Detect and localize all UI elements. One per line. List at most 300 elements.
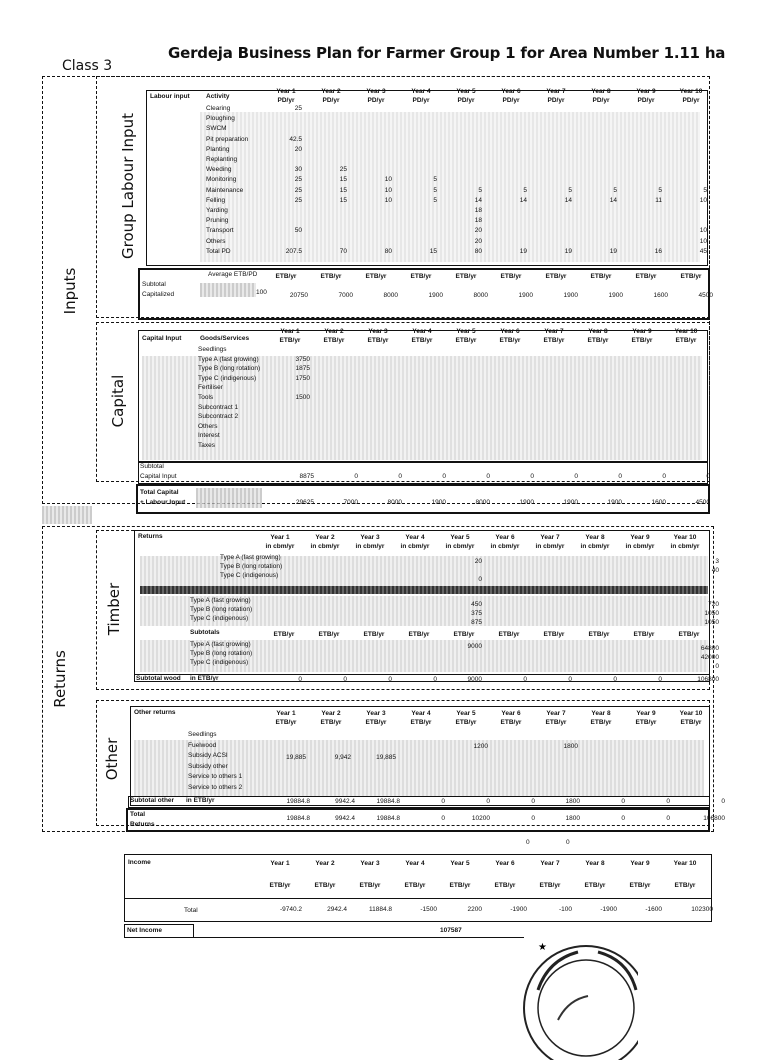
labour-value: 15	[429, 247, 437, 255]
timber-subtotal-value: 0	[658, 676, 662, 683]
capital-year-unit: ETB/yr	[499, 337, 521, 344]
other-year-unit: ETB/yr	[320, 719, 342, 726]
labour-value: 18	[474, 207, 482, 214]
timber-year-header: Year 2	[315, 534, 335, 541]
timber-volume-item: Type A (fast growing)	[220, 554, 281, 561]
income-total-value: 102300	[691, 906, 713, 913]
timber-etb-item: Type C (indigenous)	[190, 659, 249, 666]
timber-etb-y10: 0	[715, 663, 719, 670]
capital-col-goods: Goods/Services	[200, 335, 250, 342]
labour-value: 16	[654, 247, 662, 255]
returns-total-label: Total	[130, 811, 146, 818]
other-year-header: Year 10	[679, 710, 703, 717]
timber-year-header: Year 10	[673, 534, 697, 541]
capital-item: Subcontract 2	[198, 413, 239, 421]
capital-total-value: 1900	[519, 499, 534, 506]
income-total-value: 2200	[467, 906, 482, 913]
capital-item: Subcontract 1	[198, 403, 239, 411]
labour-value: 5	[523, 186, 527, 194]
labour-subtotal-unit: ETB/yr	[410, 273, 432, 280]
income-year-unit: ETB/yr	[359, 882, 381, 889]
capital-subtotal-value: 0	[486, 473, 490, 480]
other-year-unit: ETB/yr	[590, 719, 612, 726]
returns-total-value: 10200	[471, 815, 490, 822]
labour-value: 25	[294, 186, 302, 194]
labour-subtotal-unit: ETB/yr	[590, 273, 612, 280]
capital-year-unit: ETB/yr	[455, 337, 477, 344]
labour-subtotal-unit: ETB/yr	[275, 273, 297, 280]
other-subsidy-value: 19,885	[376, 754, 396, 761]
capital-subtotal-value: 0	[354, 473, 358, 480]
timber-etb-y10: 42000	[700, 654, 719, 661]
labour-activity: Monitoring	[206, 176, 237, 184]
income-year-unit: ETB/yr	[314, 882, 336, 889]
other-subtotal-value: 19884.8	[376, 798, 400, 805]
labour-year-header: Year 5	[456, 88, 476, 95]
labour-value: 5	[433, 186, 437, 194]
labour-value: 10	[384, 186, 392, 194]
under-value-2: 0	[566, 839, 570, 846]
labour-activity: SWCM	[206, 125, 227, 133]
labour-value: 10	[384, 176, 392, 184]
labour-value: 207.5	[285, 247, 302, 255]
labour-subtotal-value: 1900	[563, 292, 578, 299]
timber-year-header: Year 9	[630, 534, 650, 541]
other-item: Subsidy ACSI	[188, 752, 228, 759]
other-year-header: Year 6	[501, 710, 521, 717]
stamp-seal	[508, 930, 638, 1060]
returns-label: Returns	[51, 650, 69, 708]
timber-value-item: Type A (fast growing)	[190, 597, 251, 604]
capital-total-value: 1900	[431, 499, 446, 506]
income-year-unit: ETB/yr	[539, 882, 561, 889]
capital-subtotal-value: 0	[574, 473, 578, 480]
other-subsidy-value: 9,942	[334, 754, 351, 761]
capital-item: Type A (fast growing)	[198, 355, 259, 363]
capital-item: Taxes	[198, 442, 215, 449]
income-total-label: Total	[184, 907, 198, 914]
labour-avg-value: 100	[256, 289, 267, 296]
labour-value: 5	[703, 186, 707, 194]
timber-subtotal-value: 0	[433, 676, 437, 683]
returns-total-value: 106800	[703, 815, 725, 822]
labour-year-header: Year 1	[276, 88, 296, 95]
labour-activity: Planting	[206, 145, 230, 153]
capital-item: Type B (long rotation)	[198, 365, 261, 373]
capital-value: 3750	[295, 355, 310, 363]
capital-year-unit: ETB/yr	[675, 337, 697, 344]
capital-label: Capital	[109, 374, 127, 428]
other-subtotal-value: 0	[531, 798, 535, 805]
income-year-unit: ETB/yr	[494, 882, 516, 889]
labour-value: 5	[568, 186, 572, 194]
other-year-unit: ETB/yr	[635, 719, 657, 726]
labour-subtotal-value: 8000	[473, 292, 488, 299]
labour-year-header: Year 10	[679, 88, 703, 95]
timber-subtotal-line	[134, 674, 710, 675]
other-year-unit: ETB/yr	[365, 719, 387, 726]
other-year-unit: ETB/yr	[500, 719, 522, 726]
capital-subtotal-value: 0	[662, 473, 666, 480]
income-year-unit: ETB/yr	[584, 882, 606, 889]
capital-total-value: 7000	[343, 499, 358, 506]
income-year-unit: ETB/yr	[629, 882, 651, 889]
other-year-header: Year 3	[366, 710, 386, 717]
labour-activity: Total PD	[206, 247, 231, 255]
returns-total-value: 0	[531, 815, 535, 822]
labour-value: 18	[474, 217, 482, 225]
timber-subtotal-value: 0	[388, 676, 392, 683]
other-subtotal-value: 0	[441, 798, 445, 805]
timber-subtotal-value: 0	[568, 676, 572, 683]
other-subsidy-value: 19,885	[286, 754, 306, 761]
timber-etb-unit: ETB/yr	[408, 631, 430, 638]
timber-volume-y10: 3	[715, 558, 719, 565]
inputs-label: Inputs	[61, 267, 79, 315]
timber-etb-unit: ETB/yr	[633, 631, 655, 638]
svg-text:★: ★	[538, 942, 547, 953]
labour-value: 70	[339, 247, 347, 255]
income-year-header: Year 4	[405, 860, 425, 867]
capital-subtotal-value: 0	[442, 473, 446, 480]
timber-year-unit: in cbm/yr	[265, 543, 295, 550]
returns-total-value: 0	[621, 815, 625, 822]
labour-value: 5	[433, 196, 437, 204]
labour-value: 5	[478, 186, 482, 194]
timber-value-y10: 720	[708, 601, 719, 608]
labour-capitalized-label: Capitalized	[142, 291, 175, 298]
labour-col-label: Labour input	[150, 93, 190, 100]
capital-col-label: Capital Input	[142, 335, 182, 342]
other-year-header: Year 7	[546, 710, 566, 717]
other-fuelwood-y7: 1800	[563, 743, 578, 750]
labour-subtotal-value: 8000	[383, 292, 398, 299]
timber-year-header: Year 6	[495, 534, 515, 541]
timber-year-header: Year 5	[450, 534, 470, 541]
labour-value: 14	[564, 196, 572, 204]
capital-year-header: Year 1	[280, 328, 300, 335]
timber-year-unit: in cbm/yr	[310, 543, 340, 550]
income-year-header: Year 1	[270, 860, 290, 867]
other-subtotal-value: 0	[721, 798, 725, 805]
other-subtotal-unit: in ETB/yr	[186, 797, 215, 804]
income-year-header: Year 10	[673, 860, 697, 867]
other-subtotal-value: 19884.8	[286, 798, 310, 805]
timber-etb-unit: ETB/yr	[273, 631, 295, 638]
income-year-header: Year 2	[315, 860, 335, 867]
other-year-unit: ETB/yr	[410, 719, 432, 726]
labour-value: 10	[699, 227, 707, 235]
timber-value-y10: 1050	[704, 619, 719, 626]
labour-year-unit: PD/yr	[322, 97, 340, 104]
labour-value: 5	[658, 186, 662, 194]
capital-year-unit: ETB/yr	[587, 337, 609, 344]
labour-subtotal-value: 1600	[653, 292, 668, 299]
income-year-unit: ETB/yr	[449, 882, 471, 889]
capital-total-value: 8000	[387, 499, 402, 506]
income-year-unit: ETB/yr	[269, 882, 291, 889]
labour-value: 19	[564, 247, 572, 255]
other-item: Fuelwood	[188, 741, 217, 749]
labour-year-header: Year 4	[411, 88, 431, 95]
net-income-line	[194, 937, 524, 938]
income-total-value: 2942.4	[327, 906, 347, 913]
timber-year-header: Year 7	[540, 534, 560, 541]
capital-year-unit: ETB/yr	[631, 337, 653, 344]
labour-subtotal-label: Subtotal	[142, 281, 166, 288]
returns-total-value: 19884.8	[286, 815, 310, 822]
timber-subtotal-unit: in ETB/yr	[190, 675, 219, 682]
labour-value: 80	[384, 247, 392, 255]
labour-value: 45	[699, 247, 707, 255]
other-year-header: Year 2	[321, 710, 341, 717]
other-item: Seedlings	[188, 731, 217, 738]
capital-item: Tools	[198, 394, 214, 401]
capital-year-header: Year 4	[412, 328, 432, 335]
timber-value-item: Type C (indigenous)	[190, 615, 249, 622]
labour-value: 11	[655, 196, 662, 204]
timber-etb-item: Type A (fast growing)	[190, 641, 251, 648]
labour-value: 20	[294, 145, 302, 153]
timber-subtotal-value: 0	[343, 676, 347, 683]
other-subtotal-value: 9942.4	[335, 798, 355, 805]
timber-volume-y5: 0	[478, 576, 482, 583]
capital-year-header: Year 10	[674, 328, 698, 335]
class-label: Class 3	[62, 58, 113, 74]
labour-year-unit: PD/yr	[367, 97, 385, 104]
other-year-unit: ETB/yr	[545, 719, 567, 726]
inputs-returns-gap-shade	[42, 506, 92, 524]
capital-year-unit: ETB/yr	[411, 337, 433, 344]
timber-subtotal-value: 0	[298, 676, 302, 683]
labour-year-unit: PD/yr	[412, 97, 430, 104]
net-income-value: 107587	[440, 927, 462, 934]
labour-subtotal-unit: ETB/yr	[500, 273, 522, 280]
timber-subtotal-value: 9000	[467, 676, 482, 683]
timber-volume-y10: 40	[711, 567, 719, 574]
labour-value: 5	[613, 186, 617, 194]
income-year-header: Year 6	[495, 860, 515, 867]
labour-subtotal-unit: ETB/yr	[365, 273, 387, 280]
timber-subtotal-value: 106800	[697, 676, 719, 683]
capital-year-unit: ETB/yr	[323, 337, 345, 344]
timber-year-header: Year 8	[585, 534, 605, 541]
capital-subtotal-value: 0	[618, 473, 622, 480]
labour-activity: Replanting	[206, 156, 238, 163]
timber-etb-unit: ETB/yr	[498, 631, 520, 638]
timber-volume-item: Type C (indigenous)	[220, 572, 279, 579]
timber-col-label: Returns	[138, 533, 163, 540]
timber-etb-item: Type B (long rotation)	[190, 650, 253, 657]
other-year-header: Year 8	[591, 710, 611, 717]
timber-year-unit: in cbm/yr	[445, 543, 475, 550]
capital-year-header: Year 6	[500, 328, 520, 335]
income-total-value: -1500	[420, 906, 437, 913]
capital-item: Interest	[198, 432, 220, 440]
labour-year-unit: PD/yr	[592, 97, 610, 104]
income-total-value: -1600	[645, 906, 662, 913]
income-year-unit: ETB/yr	[674, 882, 696, 889]
timber-value-y5: 450	[471, 601, 482, 608]
timber-year-header: Year 4	[405, 534, 425, 541]
timber-etb-unit: ETB/yr	[543, 631, 565, 638]
capital-value: 1500	[295, 394, 310, 401]
labour-activity: Transport	[206, 227, 234, 235]
timber-label: Timber	[105, 582, 123, 636]
other-year-header: Year 5	[456, 710, 476, 717]
labour-avg-label: Average ETB/PD	[208, 271, 258, 278]
income-total-value: -1900	[510, 906, 527, 913]
capital-item: Type C (indigenous)	[198, 374, 257, 382]
capital-value: 1750	[295, 374, 310, 382]
capital-year-unit: ETB/yr	[543, 337, 565, 344]
returns-total-value: 19884.8	[376, 815, 400, 822]
labour-activity: Ploughing	[206, 115, 235, 123]
capital-total-value: 4500	[695, 499, 710, 506]
labour-subtotal-value: 20750	[289, 292, 308, 299]
group-labour-label: Group Labour Input	[119, 113, 137, 259]
labour-activity: Clearing	[206, 105, 231, 112]
labour-value: 15	[339, 186, 347, 194]
labour-year-header: Year 6	[501, 88, 521, 95]
timber-etb-unit: ETB/yr	[678, 631, 700, 638]
labour-subtotal-unit: ETB/yr	[635, 273, 657, 280]
labour-value: 15	[339, 196, 347, 204]
timber-value-y5: 875	[471, 619, 482, 626]
timber-subtotal-label: Subtotal wood	[136, 675, 181, 682]
labour-subtotal-value: 7000	[338, 292, 353, 299]
avg-shade	[200, 283, 256, 297]
other-subtotal-value: 0	[621, 798, 625, 805]
labour-value: 25	[294, 105, 302, 112]
labour-year-header: Year 3	[366, 88, 386, 95]
labour-subtotal-value: 4500	[698, 292, 713, 299]
capital-year-header: Year 8	[588, 328, 608, 335]
total-shade	[196, 488, 262, 508]
other-subtotal-value: 1800	[565, 798, 580, 805]
timber-value-y5: 375	[471, 610, 482, 617]
capital-total-value: 8000	[475, 499, 490, 506]
labour-year-unit: PD/yr	[457, 97, 475, 104]
labour-year-header: Year 9	[636, 88, 656, 95]
income-total-value: -9740.2	[279, 906, 302, 913]
labour-value: 14	[519, 196, 527, 204]
other-year-unit: ETB/yr	[455, 719, 477, 726]
capital-year-header: Year 3	[368, 328, 388, 335]
labour-value: 42.5	[289, 135, 302, 143]
labour-year-unit: PD/yr	[682, 97, 700, 104]
labour-value: 19	[609, 247, 617, 255]
timber-etb-unit: ETB/yr	[453, 631, 475, 638]
labour-value: 30	[294, 166, 302, 174]
capital-subtotal-box	[138, 462, 708, 484]
timber-year-header: Year 1	[270, 534, 290, 541]
income-year-header: Year 5	[450, 860, 470, 867]
timber-volume-y5: 20	[474, 558, 482, 565]
timber-subtotals-label: Subtotals	[190, 629, 220, 636]
timber-year-unit: in cbm/yr	[355, 543, 385, 550]
labour-value: 5	[433, 176, 437, 184]
capital-year-header: Year 7	[544, 328, 564, 335]
returns-total-label2: Returns	[130, 821, 155, 828]
labour-activity: Yarding	[206, 207, 228, 214]
labour-value: 25	[339, 166, 347, 174]
labour-subtotal-unit: ETB/yr	[680, 273, 702, 280]
other-year-header: Year 9	[636, 710, 656, 717]
timber-etb-unit: ETB/yr	[363, 631, 385, 638]
income-total-value: -100	[558, 906, 572, 913]
labour-year-header: Year 2	[321, 88, 341, 95]
labour-activity: Felling	[206, 196, 226, 204]
timber-year-unit: in cbm/yr	[400, 543, 430, 550]
timber-etb-y5: 9000	[467, 643, 482, 650]
timber-subtotal-value: 0	[613, 676, 617, 683]
capital-year-header: Year 2	[324, 328, 344, 335]
labour-value: 10	[699, 196, 707, 204]
timber-etb-y10: 64800	[700, 645, 719, 652]
capital-total-label2: + Labour Input	[140, 499, 186, 506]
labour-year-header: Year 7	[546, 88, 566, 95]
timber-value-y10: 1050	[704, 610, 719, 617]
labour-col-activity: Activity	[206, 93, 230, 100]
labour-value: 15	[339, 176, 347, 184]
labour-value: 20	[474, 237, 482, 245]
other-item: Service to others 1	[188, 773, 243, 780]
capital-total-value: 1900	[607, 499, 622, 506]
timber-year-unit: in cbm/yr	[670, 543, 700, 550]
labour-value: 80	[474, 247, 482, 255]
labour-subtotal-unit: ETB/yr	[545, 273, 567, 280]
income-label: Income	[128, 859, 151, 866]
capital-year-unit: ETB/yr	[279, 337, 301, 344]
capital-total-label: Total Capital	[140, 489, 179, 496]
income-year-unit: ETB/yr	[404, 882, 426, 889]
other-item: Subsidy other	[188, 762, 228, 770]
timber-year-unit: in cbm/yr	[535, 543, 565, 550]
capital-item: Seedlings	[198, 346, 227, 353]
capital-year-header: Year 9	[632, 328, 652, 335]
capital-item: Fertiliser	[198, 384, 223, 392]
other-fuelwood-y5: 1200	[473, 743, 488, 750]
income-line	[124, 898, 712, 899]
labour-subtotal-value: 1900	[428, 292, 443, 299]
returns-total-value: 9942.4	[335, 815, 355, 822]
labour-value: 14	[609, 196, 617, 204]
labour-activity: Maintenance	[206, 186, 244, 194]
returns-total-value: 0	[666, 815, 670, 822]
other-subtotal-label: Subtotal other	[130, 797, 175, 804]
labour-value: 14	[474, 196, 482, 204]
labour-activity: Pruning	[206, 217, 229, 225]
timber-year-unit: in cbm/yr	[490, 543, 520, 550]
labour-value: 10	[699, 237, 707, 245]
capital-year-header: Year 5	[456, 328, 476, 335]
timber-volume-item: Type B (long rotation)	[220, 563, 283, 570]
capital-total-value: 29625	[295, 499, 314, 506]
income-total-value: -1900	[600, 906, 617, 913]
net-income-label: Net Income	[127, 927, 163, 934]
other-subtotal-value: 0	[486, 798, 490, 805]
capital-subtotal-label2: Capital Input	[140, 473, 177, 480]
other-year-unit: ETB/yr	[680, 719, 702, 726]
labour-subtotal-value: 1900	[518, 292, 533, 299]
labour-value: 50	[294, 227, 302, 235]
income-year-header: Year 8	[585, 860, 605, 867]
income-year-header: Year 9	[630, 860, 650, 867]
capital-subtotal-value: 0	[706, 473, 710, 480]
under-value-1: 0	[526, 839, 530, 846]
labour-activity: Others	[206, 237, 226, 245]
